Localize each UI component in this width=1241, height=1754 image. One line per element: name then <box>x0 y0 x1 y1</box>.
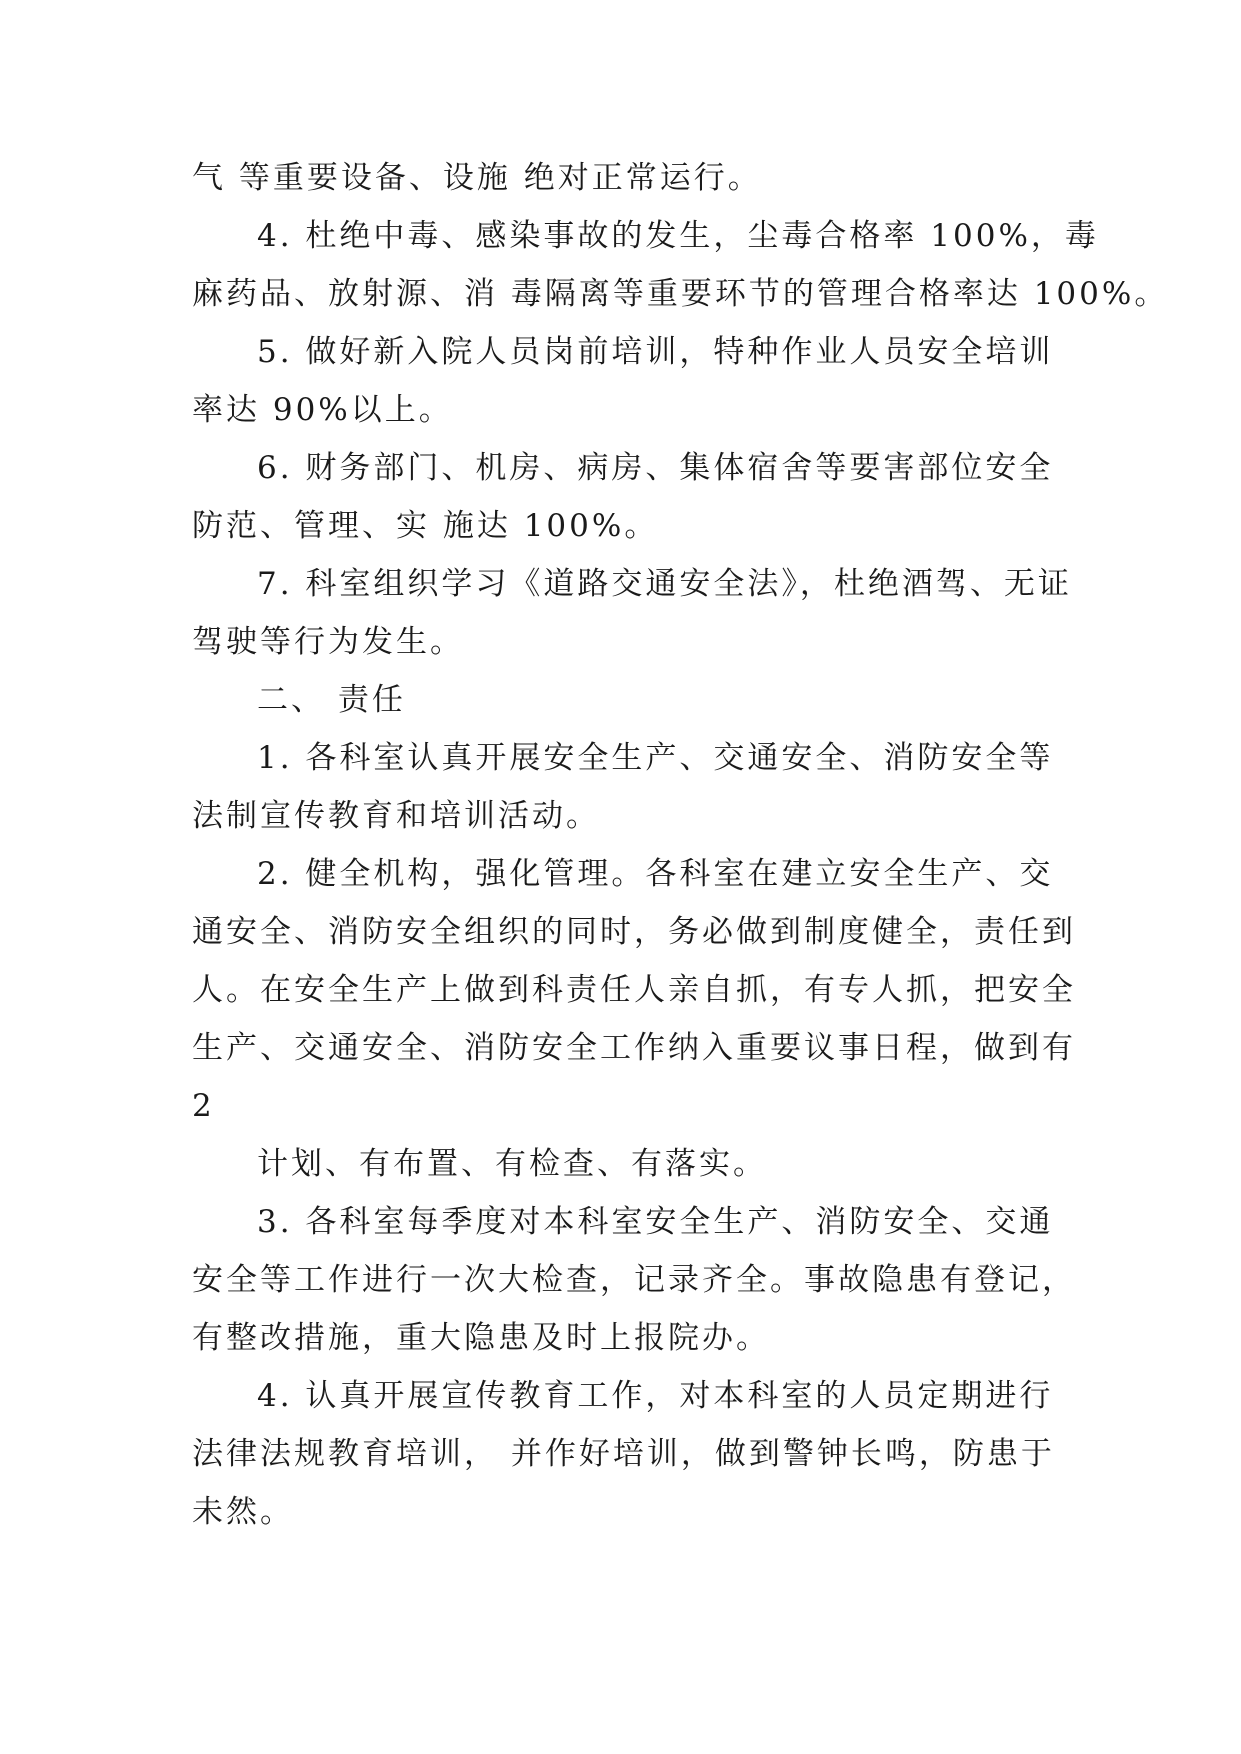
text-line: 法制宣传教育和培训活动。 <box>192 798 600 834</box>
text-line: 有整改措施，重大隐患及时上报院办。 <box>192 1320 770 1356</box>
text-line: 4. 认真开展宣传教育工作，对本科室的人员定期进行 <box>257 1378 1054 1414</box>
text-line: 人。在安全生产上做到科责任人亲自抓，有专人抓，把安全 <box>192 972 1076 1008</box>
text-line: 4. 杜绝中毒、感染事故的发生，尘毒合格率 100%，毒 <box>257 218 1099 254</box>
text-line: 7. 科室组织学习《道路交通安全法》，杜绝酒驾、无证 <box>257 566 1072 602</box>
text-line: 1. 各科室认真开展安全生产、交通安全、消防安全等 <box>257 740 1054 776</box>
text-line: 安全等工作进行一次大检查，记录齐全。事故隐患有登记， <box>192 1262 1076 1298</box>
text-line: 驾驶等行为发生。 <box>192 624 464 660</box>
text-line: 防范、管理、实 施达 100%。 <box>192 508 659 544</box>
text-line: 5. 做好新入院人员岗前培训，特种作业人员安全培训 <box>257 334 1054 370</box>
text-line: 2. 健全机构，强化管理。各科室在建立安全生产、交 <box>257 856 1054 892</box>
text-line: 生产、交通安全、消防安全工作纳入重要议事日程，做到有 <box>192 1030 1076 1066</box>
text-line: 3. 各科室每季度对本科室安全生产、消防安全、交通 <box>257 1204 1054 1240</box>
text-line: 率达 90%以上。 <box>192 392 453 428</box>
page-number: 2 <box>192 1088 215 1124</box>
text-line: 6. 财务部门、机房、病房、集体宿舍等要害部位安全 <box>257 450 1054 486</box>
text-line: 计划、有布置、有检查、有落实。 <box>257 1146 767 1182</box>
text-line: 麻药品、放射源、消 毒隔离等重要环节的管理合格率达 100%。 <box>192 276 1169 312</box>
text-line: 法律法规教育培训， 并作好培训，做到警钟长鸣，防患于 <box>192 1436 1055 1472</box>
text-line: 通安全、消防安全组织的同时，务必做到制度健全，责任到 <box>192 914 1076 950</box>
section-heading: 二、 责任 <box>257 682 406 718</box>
text-line: 气 等重要设备、设施 绝对正常运行。 <box>192 160 762 196</box>
text-line: 未然。 <box>192 1494 294 1530</box>
